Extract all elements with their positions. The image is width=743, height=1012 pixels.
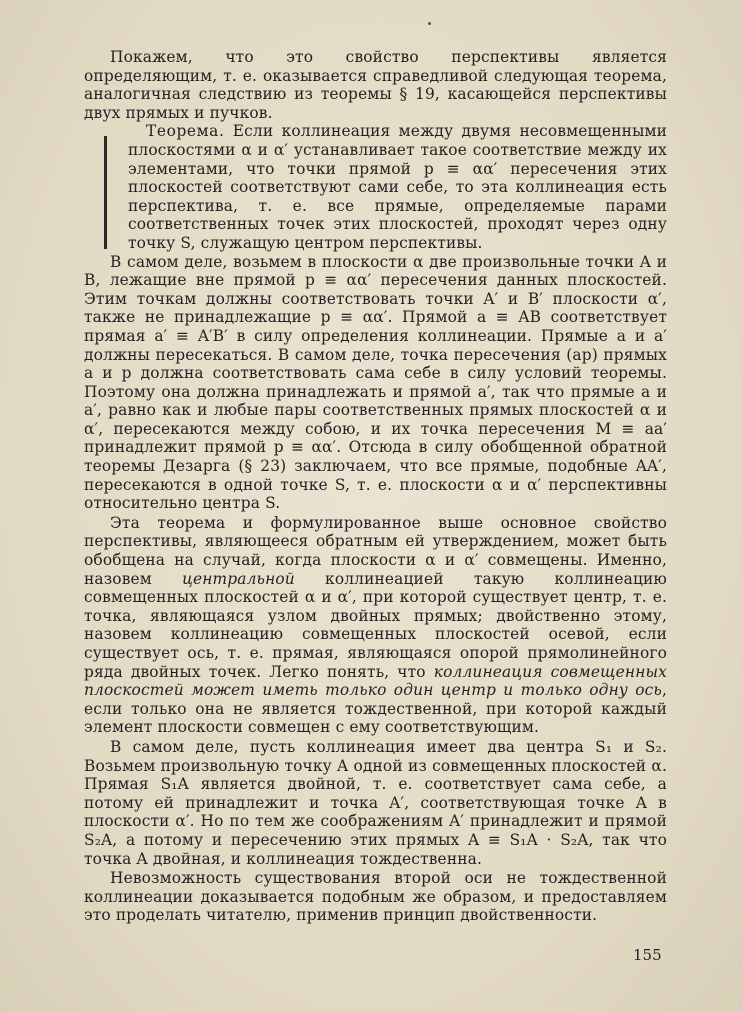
p3-part-b: коллинеацией такую коллинеацию совмещенных плоскостей α и α′, при которой существует центр, т. е. точка, являющаяся узлом двойных прямых; двойственно этому, назовем коллинеацию совмещенных плоскостей осевой, если существует ось, т. е. прямая, являющаяся опорой прямолинейного ряда двойных точек. Легко понять, что xyxy=(84,569,667,681)
theorem-block xyxy=(124,122,667,252)
paragraph-second-axis: Невозможность существования второй оси не тождественной коллинеации доказывается подобным же образом, и предоставляем это проделать читателю, применив принцип двойственности. xyxy=(84,869,667,925)
theorem-label: Теорема. xyxy=(146,122,225,141)
paragraph-proof: В самом деле, возьмем в плоскости α две произвольные точки A и B, лежащие вне прямой p ≡ αα′ пересечения данных плоскостей. Этим точкам должны соответствовать точки A′ и B′ плоскости α′, также не принадлежащие p ≡ αα′. Прямой a ≡ AB соответствует прямая a′ ≡ A′B′ в силу определения коллинеации. Прямые a и a′ должны пересекаться. В самом деле, точка пересечения (ap) прямых a и p должна соответствовать сама себе в силу условий теоремы. Поэтому она должна принадлежать и прямой a′, так что прямые a и a′, равно как и любые пары соответственных прямых плоскостей α и α′, пересекаются между собою, и их точка пересечения M ≡ aa′ принадлежит прямой p ≡ αα′. Отсюда в силу обобщенной обратной теоремы Дезарга (§ 23) заключаем, что все прямые, подобные AA′, пересекаются в одной точке S, т. е. плоскости α и α′ перспективны относительно центра S. xyxy=(84,252,667,513)
page-body xyxy=(84,48,667,925)
theorem-text: Если коллинеация между двумя несовмещенными плоскостями α и α′ устанавливает такое соответствие между их элементами, что точки прямой p ≡ αα′ пересечения этих плоскостей соответствуют сами себе, то эта коллинеация есть перспектива, т. е. все прямые, определяемые парами соответственных точек этих плоскостей, проходят через одну точку S, служащую центром перспективы. xyxy=(128,122,667,252)
paragraph-generalization xyxy=(84,514,667,737)
p3-italic-claim: коллинеация совмещенных плоскостей может иметь только один центр и только одну ось xyxy=(84,662,668,700)
paragraph-two-centers: В самом деле, пусть коллинеация имеет два центра S₁ и S₂. Возьмем произвольную точку A одной из совмещенных плоскостей α. Прямая S₁A является двойной, т. е. соответствует сама себе, а потому ей принадлежит и точка A′, соответствующая точке A в плоскости α′. Но по тем же соображениям A′ принадлежит и прямой S₂A, а потому и пересечению этих прямых A ≡ S₁A · S₂A, так что точка A двойная, и коллинеация тождественна. xyxy=(84,737,667,868)
p3-part-a: Эта теорема и формулированное выше основное свойство перспективы, являющееся обратным ей утверждением, может быть обобщена на случай, когда плоскости α и α′ совмещены. Именно, назовем xyxy=(84,513,667,588)
p3-part-c: , если только она не является тождественной, при которой каждый элемент плоскости совмещен с ему соответствующим. xyxy=(84,681,667,737)
theorem-paragraph xyxy=(128,122,667,252)
page-number: 155 xyxy=(633,946,662,964)
print-speck xyxy=(428,22,431,25)
paragraph-intro: Покажем, что это свойство перспективы является определяющим, т. е. оказывается справедливой следующая теорема, аналогичная следствию из теоремы § 19, касающейся перспективы двух прямых и пучков. xyxy=(84,48,667,122)
theorem-margin-bar xyxy=(104,136,107,248)
p3-italic-term: центральной xyxy=(182,569,295,588)
